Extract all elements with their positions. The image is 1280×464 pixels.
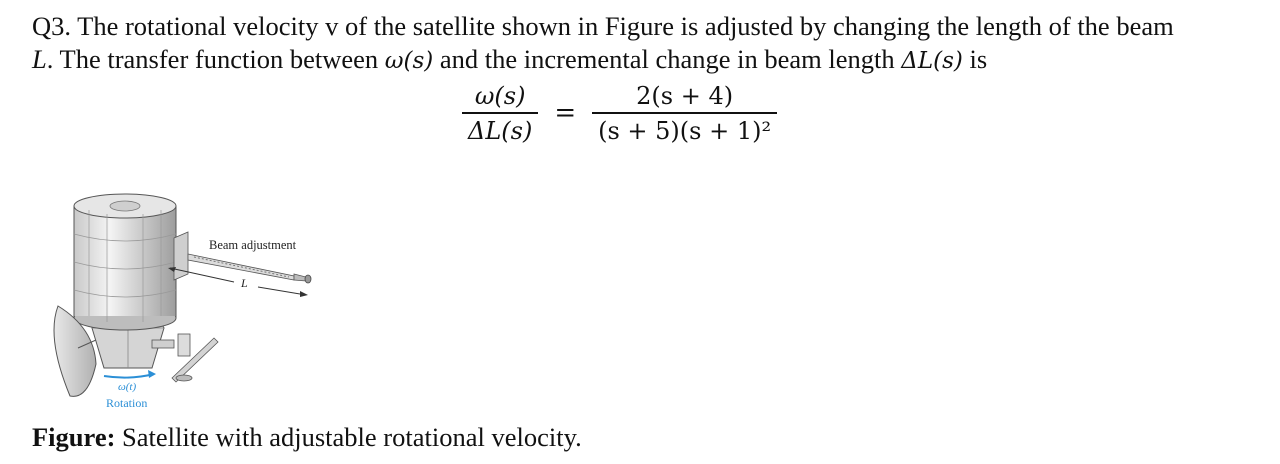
caption-prefix: Figure: xyxy=(32,422,116,452)
question-line-2 xyxy=(32,43,1262,78)
omega-of-s: ω(s) xyxy=(384,48,434,74)
delta-l-of-s: ΔL(s) xyxy=(901,48,963,74)
question-line-1: Q3. The rotational velocity v of the satellite shown in Figure is adjusted by changing the length of the beam xyxy=(32,11,1174,41)
omega-t-label: ω(t) xyxy=(118,381,137,393)
rotation-label: Rotation xyxy=(106,396,148,410)
question-line-2-text: . The transfer function between xyxy=(46,44,385,74)
beam-length-variable: L xyxy=(32,44,47,74)
length-dimension xyxy=(168,267,308,297)
length-label: L xyxy=(241,276,248,290)
satellite-illustration xyxy=(44,188,334,416)
satellite-figure xyxy=(44,188,334,416)
question-line-2-mid: and the incremental change in beam length xyxy=(433,44,902,74)
rhs-numerator: 2(s + 4) xyxy=(636,81,734,110)
question-line-2-end: is xyxy=(962,44,988,74)
rotation-arrow xyxy=(104,370,156,378)
lhs-denominator: ΔL(s) xyxy=(468,116,533,145)
lhs-fraction xyxy=(462,82,538,145)
satellite-cylinder xyxy=(74,194,176,330)
rhs-denominator: (s + 5)(s + 1)² xyxy=(598,116,772,145)
lhs-numerator: ω(s) xyxy=(474,81,526,110)
rhs-fraction xyxy=(592,82,777,145)
thruster xyxy=(152,334,218,382)
beam-adjustment-label: Beam adjustment xyxy=(209,238,297,252)
question-text xyxy=(32,10,1262,78)
transfer-function-equation xyxy=(462,74,777,152)
caption-text: Satellite with adjustable rotational velocity. xyxy=(115,422,582,452)
figure-caption xyxy=(32,422,582,453)
equals-sign: = xyxy=(554,98,577,128)
